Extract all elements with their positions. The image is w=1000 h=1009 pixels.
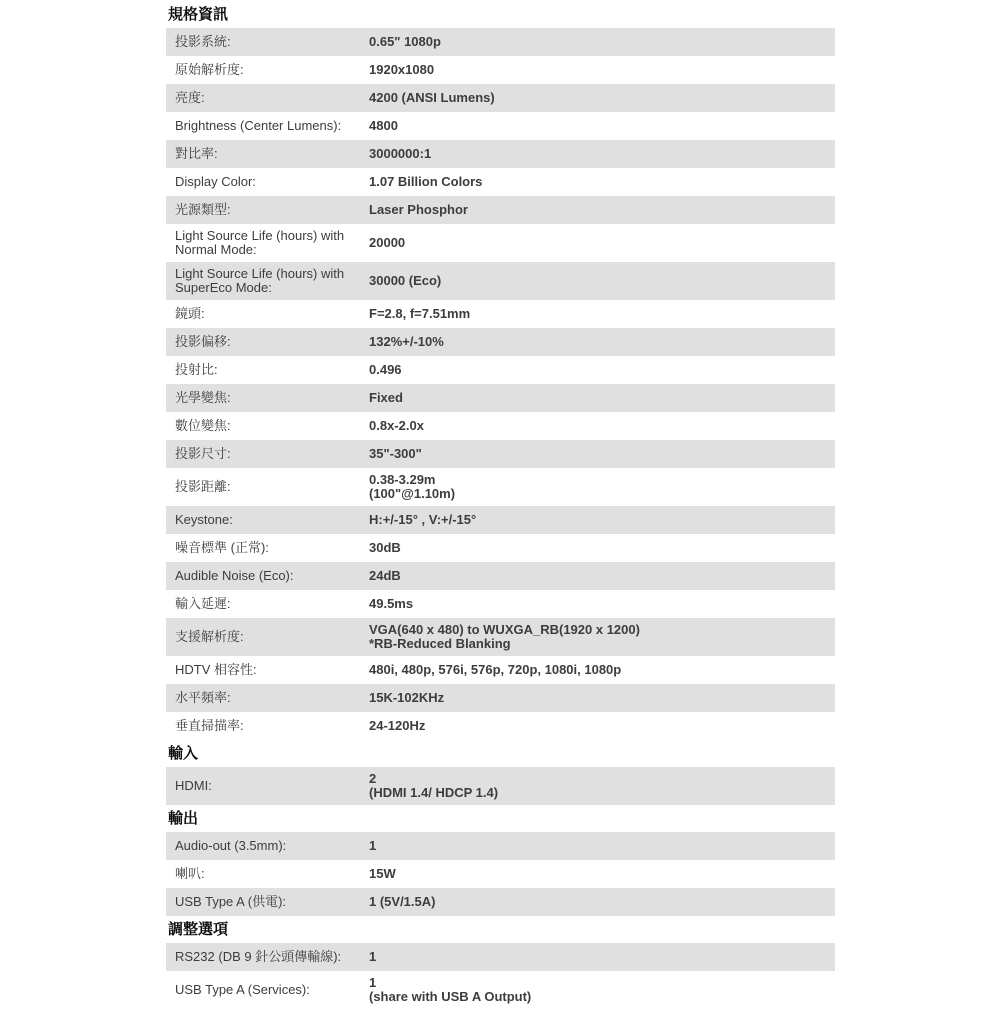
section-rows-adjustment (166, 943, 835, 1009)
spec-value-line: 132%+/-10% (369, 334, 444, 349)
spec-row-keystone (166, 506, 835, 534)
spec-value (369, 203, 835, 217)
spec-value-line: (share with USB A Output) (369, 989, 532, 1004)
spec-label: 光學變焦: (175, 390, 231, 405)
spec-value-line: 35"-300" (369, 446, 422, 461)
spec-row-throw-ratio (166, 356, 835, 384)
spec-row-optical-zoom (166, 384, 835, 412)
spec-row-projection-offset (166, 328, 835, 356)
spec-value (369, 513, 835, 527)
spec-value-line: 4800 (369, 118, 398, 133)
spec-value (369, 391, 835, 405)
spec-label: 投射比: (175, 362, 218, 377)
spec-value (369, 541, 835, 555)
spec-value (369, 839, 835, 853)
section-rows-specs (166, 28, 835, 740)
spec-label: 噪音標準 (正常): (175, 540, 269, 555)
spec-value (369, 867, 835, 881)
spec-value-line: (100"@1.10m) (369, 486, 456, 501)
spec-label: USB Type A (Services): (175, 982, 310, 997)
spec-value (369, 335, 835, 349)
spec-row-usb-a-services (166, 971, 835, 1009)
spec-value-line: 1920x1080 (369, 62, 435, 77)
section-rows-output (166, 832, 835, 916)
spec-value (369, 91, 835, 105)
spec-value-line: H:+/-15° , V:+/-15° (369, 512, 477, 527)
spec-value (369, 569, 835, 583)
spec-value (369, 419, 835, 433)
spec-label: Audio-out (3.5mm): (175, 838, 287, 853)
spec-label: 原始解析度: (175, 62, 244, 77)
spec-value-line: 1 (369, 975, 377, 990)
spec-value (369, 119, 835, 133)
spec-label: RS232 (DB 9 針公頭傳輸線): (175, 949, 342, 964)
spec-value-line: (HDMI 1.4/ HDCP 1.4) (369, 785, 499, 800)
spec-label: Audible Noise (Eco): (175, 568, 294, 583)
spec-value (369, 691, 835, 705)
spec-label: 支援解析度: (175, 629, 244, 644)
spec-value-line: 480i, 480p, 576i, 576p, 720p, 1080i, 1080p (369, 662, 622, 677)
spec-value (369, 473, 835, 501)
spec-value-line: 15W (369, 866, 396, 881)
spec-value-line: 24dB (369, 568, 401, 583)
spec-label: 投影尺寸: (175, 446, 231, 461)
spec-label: 垂直掃描率: (175, 718, 244, 733)
spec-value-line: 1.07 Billion Colors (369, 174, 483, 189)
section-title-input: 輸入 (168, 745, 199, 762)
spec-row-display-color (166, 168, 835, 196)
spec-label: USB Type A (供電): (175, 894, 287, 909)
spec-value-line: 0.496 (369, 362, 402, 377)
spec-value (369, 719, 835, 733)
spec-value-line: *RB-Reduced Blanking (369, 636, 511, 651)
spec-value (369, 772, 835, 800)
spec-value (369, 447, 835, 461)
spec-row-light-life-supereco (166, 262, 835, 300)
spec-value-line: 24-120Hz (369, 718, 426, 733)
spec-value-line: 30000 (Eco) (369, 273, 442, 288)
spec-row-horizontal-frequency (166, 684, 835, 712)
spec-value-line: 3000000:1 (369, 146, 432, 161)
section-title-specs: 規格資訊 (168, 6, 229, 23)
spec-row-usb-a-power (166, 888, 835, 916)
spec-label: HDTV 相容性: (175, 662, 257, 677)
spec-value-line: 15K-102KHz (369, 690, 445, 705)
spec-row-audio-out (166, 832, 835, 860)
spec-label: 投影系統: (175, 34, 231, 49)
spec-value-line: 0.8x-2.0x (369, 418, 424, 433)
spec-row-vertical-scan-rate (166, 712, 835, 740)
spec-row-projection-system (166, 28, 835, 56)
spec-row-brightness (166, 84, 835, 112)
spec-row-hdtv-compatibility (166, 656, 835, 684)
spec-label: Keystone: (175, 512, 233, 527)
spec-value (369, 363, 835, 377)
spec-row-native-resolution (166, 56, 835, 84)
section-title-adjustment: 調整選項 (168, 921, 229, 938)
spec-row-projection-distance (166, 468, 835, 506)
spec-label: Brightness (Center Lumens): (175, 118, 342, 133)
spec-row-supported-resolution (166, 618, 835, 656)
spec-value-line: Fixed (369, 390, 403, 405)
spec-row-digital-zoom (166, 412, 835, 440)
spec-value (369, 895, 835, 909)
spec-label: 投影偏移: (175, 334, 231, 349)
spec-value-line: 0.65" 1080p (369, 34, 441, 49)
spec-row-brightness-center (166, 112, 835, 140)
spec-row-contrast-ratio (166, 140, 835, 168)
spec-label: 喇叭: (175, 866, 205, 881)
spec-value (369, 950, 835, 964)
spec-row-light-life-normal (166, 224, 835, 262)
spec-value (369, 597, 835, 611)
spec-table (166, 0, 835, 1009)
spec-value-line: 2 (369, 771, 377, 786)
spec-row-light-source-type (166, 196, 835, 224)
spec-value-line: Laser Phosphor (369, 202, 468, 217)
spec-label: Light Source Life (hours) with Normal Mode: (175, 228, 345, 257)
spec-label: 光源類型: (175, 202, 231, 217)
spec-row-speaker (166, 860, 835, 888)
spec-row-lens (166, 300, 835, 328)
spec-row-input-lag (166, 590, 835, 618)
spec-value-line: 4200 (ANSI Lumens) (369, 90, 495, 105)
spec-row-audible-noise-normal (166, 534, 835, 562)
spec-row-audible-noise-eco (166, 562, 835, 590)
spec-value (369, 307, 835, 321)
spec-value-line: F=2.8, f=7.51mm (369, 306, 471, 321)
spec-label: 數位變焦: (175, 418, 231, 433)
spec-value (369, 236, 835, 250)
spec-value (369, 663, 835, 677)
spec-row-hdmi (166, 767, 835, 805)
spec-value (369, 147, 835, 161)
spec-value-line: 1 (5V/1.5A) (369, 894, 436, 909)
spec-value-line: 20000 (369, 235, 406, 250)
spec-label: 對比率: (175, 146, 218, 161)
spec-label: Display Color: (175, 174, 256, 189)
spec-label: 亮度: (175, 90, 205, 105)
spec-label: 投影距離: (175, 479, 231, 494)
spec-row-image-size (166, 440, 835, 468)
spec-label: Light Source Life (hours) with SuperEco Mode: (175, 266, 345, 295)
spec-label: 水平頻率: (175, 690, 231, 705)
spec-value-line: 49.5ms (369, 596, 414, 611)
spec-label: 鏡頭: (175, 306, 205, 321)
spec-value-line: 0.38-3.29m (369, 472, 436, 487)
spec-value-line: 1 (369, 949, 377, 964)
spec-value-line: 1 (369, 838, 377, 853)
spec-value (369, 623, 835, 651)
spec-value-line: VGA(640 x 480) to WUXGA_RB(1920 x 1200) (369, 622, 640, 637)
spec-value (369, 35, 835, 49)
spec-value-line: 30dB (369, 540, 401, 555)
spec-label: 輸入延遲: (175, 596, 231, 611)
spec-label: HDMI: (175, 778, 212, 793)
spec-value (369, 63, 835, 77)
spec-value (369, 175, 835, 189)
section-rows-input (166, 767, 835, 805)
spec-value (369, 274, 835, 288)
section-title-output: 輸出 (168, 810, 199, 827)
spec-row-rs232 (166, 943, 835, 971)
